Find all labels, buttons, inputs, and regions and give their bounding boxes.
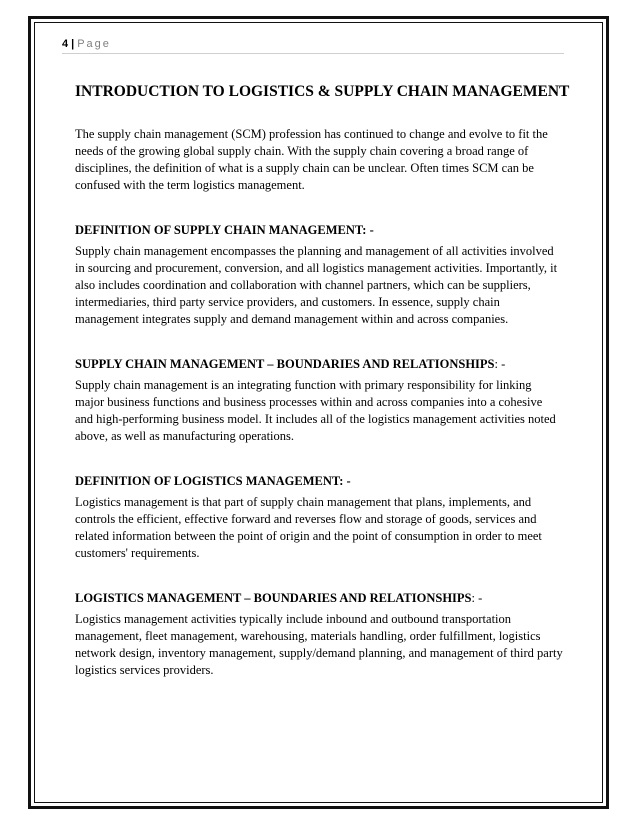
intro-paragraph: The supply chain management (SCM) profession has continued to change and evolve to fit the needs of the growing global supply chain. With the supply chain covering a broad range of disciplines, the definition of what is a supply chain can be unclear. Often times SCM can be confused with the term logistics management. <box>75 127 548 192</box>
section-logistics-boundaries <box>75 590 563 679</box>
section-heading-text: LOGISTICS MANAGEMENT – BOUNDARIES AND RELATIONSHIPS <box>75 591 472 605</box>
section-body: Logistics management activities typically include inbound and outbound transportation management, fleet management, warehousing, materials handling, order fulfillment, logistics network design, inventory management, supply/demand planning, and management of third party logistics services providers. <box>75 612 563 677</box>
section-body: Supply chain management encompasses the planning and management of all activities involved in sourcing and procurement, conversion, and all logistics management activities. Importantly, it also includes coordination and collaboration with channel partners, which can be suppliers, intermediaries, third party service providers, and customers. In essence, supply chain management integrates supply and demand management within and across companies. <box>75 244 558 326</box>
page-header <box>62 38 564 54</box>
section-heading-suffix: : - <box>471 591 483 605</box>
section-scm-boundaries <box>75 356 563 445</box>
section-heading-suffix: : - <box>494 357 506 371</box>
section-body: Logistics management is that part of supply chain management that plans, implements, and controls the efficient, effective forward and reverses flow and storage of goods, services and related information between the point of origin and the point of consumption in order to meet customers' requirements. <box>75 495 542 560</box>
page-number: 4 <box>62 38 69 50</box>
section-heading: DEFINITION OF LOGISTICS MANAGEMENT: - <box>75 474 351 488</box>
section-body: Supply chain management is an integrating function with primary responsibility for linking major business functions and business processes within and across companies into a cohesive and high-performing business model. It includes all of the logistics management activities noted above, as well as manufacturing operations. <box>75 378 556 443</box>
section-heading: DEFINITION OF SUPPLY CHAIN MANAGEMENT: - <box>75 223 374 237</box>
document-title: INTRODUCTION TO LOGISTICS & SUPPLY CHAIN MANAGEMENT <box>75 83 570 100</box>
section-scm-definition <box>75 222 563 328</box>
page-header-separator: | <box>71 38 75 50</box>
section-heading-text: SUPPLY CHAIN MANAGEMENT – BOUNDARIES AND RELATIONSHIPS <box>75 357 495 371</box>
section-logistics-definition <box>75 473 563 562</box>
section-heading <box>75 590 563 607</box>
document-body <box>75 82 570 679</box>
page-label: Page <box>77 38 111 50</box>
section-heading <box>75 356 563 373</box>
